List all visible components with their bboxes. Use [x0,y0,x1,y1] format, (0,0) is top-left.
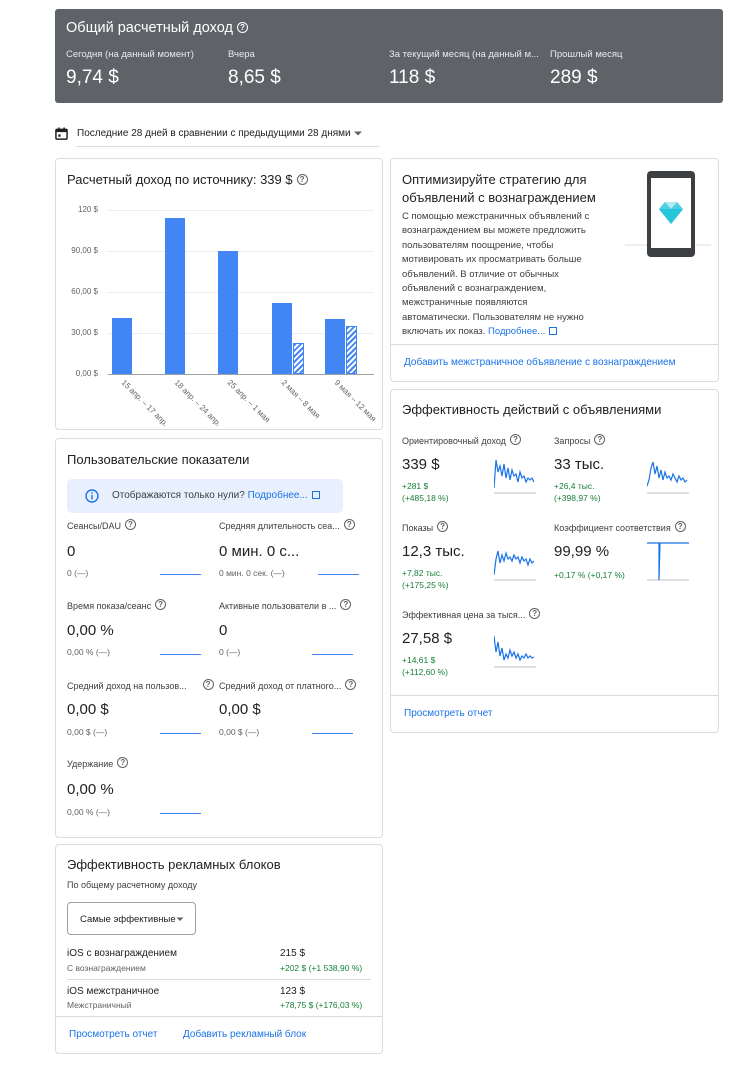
zero-values-notice [67,479,343,513]
metric-label: Средний доход на пользов... ? [67,679,214,691]
earnings-title: Общий расчетный доход ? [66,20,248,36]
sparkline [160,654,201,655]
earnings-label-last-month: Прошлый месяц [550,49,623,60]
sparkline [318,574,359,575]
metric-value: 0,00 % [67,781,114,798]
perf-value: 27,58 $ [402,630,453,647]
earnings-summary [55,9,723,103]
rewarded-interstitial-promo-card [390,158,719,382]
x-tick-label: 18 апр. – 24 апр. [172,378,224,429]
card-divider [391,695,718,696]
perf-label: Показы ? [402,521,448,533]
bar-previous[interactable] [293,343,304,374]
metric-change: 0,00 % (—) [67,647,110,657]
revenue-bar-chart [56,199,384,429]
dropdown-arrow-icon [174,913,186,925]
perf-value: 99,99 % [554,543,610,560]
y-tick-label: 0,00 $ [75,369,98,378]
bar-current[interactable] [272,303,292,374]
perf-delta-pct: (+485,18 %) [402,493,449,503]
ad-unit-name[interactable]: iOS межстраничное [67,986,160,997]
revenue-chart-title: Расчетный доход по источнику: 339 $ ? [67,172,308,187]
help-icon[interactable]: ? [125,519,136,530]
earnings-value-yesterday: 8,65 $ [228,67,281,88]
promo-title: Оптимизируйте стратегию для объявлений с вознаграждением [402,172,596,205]
sort-dropdown[interactable] [67,902,196,935]
card-divider [56,1016,382,1017]
earnings-label-yesterday: Вчера [228,49,255,60]
metric-value: 0 мин. 0 с... [219,543,300,560]
x-tick-label: 15 апр. – 17 апр. [119,378,170,429]
ad-performance-title: Эффективность действий с объявлениями [402,402,662,417]
metric-change: 0,00 $ (—) [219,727,260,737]
earnings-value-month: 118 $ [389,67,436,88]
notice-more-link[interactable]: Подробнее... [247,490,308,501]
metric-change: 0,00 $ (—) [67,727,108,737]
sparkline [160,813,201,814]
metric-value: 0,00 $ [67,701,109,718]
sort-dropdown-value: Самые эффективные [80,914,176,925]
ad-performance-card [390,389,719,733]
earnings-value-last-month: 289 $ [550,67,598,88]
user-metrics-card [55,438,383,838]
help-icon[interactable]: ? [437,521,448,532]
help-icon[interactable]: ? [529,608,540,619]
notice-text: Отображаются только нули? Подробнее... [112,490,320,501]
perf-delta: +0,17 % (+0,17 %) [554,570,625,580]
promo-body-line: мотивировать их просматривать больше [402,254,582,266]
metric-value: 0 [67,543,76,560]
ad-unit-type: С вознаграждением [67,963,146,973]
ad-unit-type: Межстраничный [67,1000,132,1010]
info-icon [85,489,99,503]
metric-label: Сеансы/DAU ? [67,519,136,531]
promo-body-line: объявлений. В отличие от обычных [402,268,559,280]
sparkline [494,458,536,496]
metric-change: 0,00 % (—) [67,807,110,817]
external-link-icon [549,327,557,335]
gridline [108,210,374,211]
external-link-icon [312,491,320,499]
metric-change: 0 мин. 0 сек. (—) [219,568,285,578]
y-tick-label: 60,00 $ [71,287,98,296]
metric-change: 0 (—) [219,647,241,657]
y-tick-label: 90,00 $ [71,246,98,255]
perf-delta: +281 $ [402,481,429,491]
metric-change: 0 (—) [67,568,89,578]
metric-value: 0 [219,622,228,639]
ad-unit-value: 215 $ [280,948,306,959]
perf-label: Коэффициент соответствия ? [554,521,686,533]
gridline [108,292,374,293]
help-icon[interactable]: ? [340,599,351,610]
date-range-label: Последние 28 дней в сравнении с предыдущими 28 днями [77,127,351,139]
help-icon[interactable]: ? [237,22,248,33]
add-rewarded-interstitial-link[interactable]: Добавить межстраничное объявление с вознаграждением [404,357,676,368]
date-range-underline [76,146,379,147]
y-tick-label: 120 $ [77,205,98,214]
bar-current[interactable] [218,251,238,374]
help-icon[interactable]: ? [117,757,128,768]
perf-label: Эффективная цена за тыся... ? [402,608,540,620]
metric-label: Средний доход от платного... ? [219,679,356,691]
metric-label: Активные пользователи в ... ? [219,599,351,611]
ad-unit-value: 123 $ [280,986,306,997]
sparkline [312,654,353,655]
promo-more-link[interactable]: Подробнее... [488,326,546,338]
help-icon[interactable]: ? [344,519,355,530]
card-divider [391,344,718,345]
metric-value: 0,00 $ [219,701,261,718]
help-icon[interactable]: ? [594,434,605,445]
sparkline [647,538,689,583]
metric-label: Средняя длительность сеа... ? [219,519,355,531]
ad-units-card [55,844,383,1054]
user-metrics-title: Пользовательские показатели [67,452,250,467]
help-icon[interactable]: ? [675,521,686,532]
sparkline [494,545,536,583]
earnings-label-month: За текущий месяц (на данный м... [389,49,539,60]
revenue-by-source-card [55,158,383,430]
y-tick-label: 30,00 $ [71,328,98,337]
perf-delta-pct: (+112,60 %) [402,667,448,677]
ad-unit-delta: +78,75 $ (+176,03 %) [280,1000,363,1010]
sparkline [494,632,536,670]
promo-body-line: включать их показ. Подробнее... [402,325,589,339]
perf-delta-pct: (+175,25 %) [402,580,449,590]
perf-value: 339 $ [402,456,440,473]
ad-unit-name[interactable]: iOS с вознаграждением [67,948,177,959]
perf-value: 33 тыс. [554,456,605,473]
metric-value: 0,00 % [67,622,114,639]
metric-label: Удержание ? [67,757,128,769]
add-ad-unit-link[interactable]: Добавить рекламный блок [183,1029,307,1040]
perf-delta: +7,82 тыс. [402,568,443,578]
bar-current[interactable] [112,318,132,374]
x-tick-label: 25 апр. – 1 мая [226,378,273,425]
sparkline [312,733,353,734]
sparkline [160,733,201,734]
promo-body-line: пользователям поощрение, чтобы [402,239,554,251]
earnings-label-today: Сегодня (на данный момент) [66,49,194,60]
help-icon[interactable]: ? [297,174,308,185]
row-divider [67,979,371,980]
help-icon[interactable]: ? [203,679,214,690]
x-tick-label: 9 мая – 12 мая [332,378,378,424]
help-icon[interactable]: ? [345,679,356,690]
perf-label: Ориентировочный доход ? [402,434,521,446]
earnings-value-today: 9,74 $ [66,67,119,88]
perf-value: 12,3 тыс. [402,543,465,560]
promo-body-line: межстраничные появляются [402,297,528,309]
promo-body-line: вознаграждением вы можете предложить [402,225,586,237]
bar-current[interactable] [325,319,345,374]
view-report-link[interactable]: Просмотреть отчет [404,708,493,719]
view-report-link[interactable]: Просмотреть отчет [69,1029,158,1040]
bar-current[interactable] [165,218,185,374]
gridline [108,374,374,375]
promo-body-line: объявлений с вознаграждением, [402,283,547,295]
promo-body-line: автоматически. Пользователям не нужно [402,311,584,323]
promo-body [402,210,589,340]
bar-previous[interactable] [346,326,357,374]
perf-delta: +14,61 $ [402,655,436,665]
sparkline [160,574,201,575]
gridline [108,251,374,252]
date-range-selector[interactable] [55,125,365,141]
ad-units-subtitle: По общему расчетному доходу [67,880,198,890]
dropdown-arrow-icon [351,126,365,140]
calendar-icon [55,127,68,140]
promo-body-line: С помощью межстраничных объявлений с [402,211,590,222]
help-icon[interactable]: ? [155,599,166,610]
phone-illustration [623,169,713,259]
x-tick-label: 2 мая – 8 мая [279,378,322,421]
perf-delta-pct: (+398,97 %) [554,493,601,503]
perf-label: Запросы ? [554,434,605,446]
help-icon[interactable]: ? [510,434,521,445]
ad-units-title: Эффективность рекламных блоков [67,857,281,872]
sparkline [647,458,689,496]
perf-delta: +26,4 тыс. [554,481,595,491]
ad-unit-delta: +202 $ (+1 538,90 %) [280,963,363,973]
metric-label: Время показа/сеанс ? [67,599,166,611]
